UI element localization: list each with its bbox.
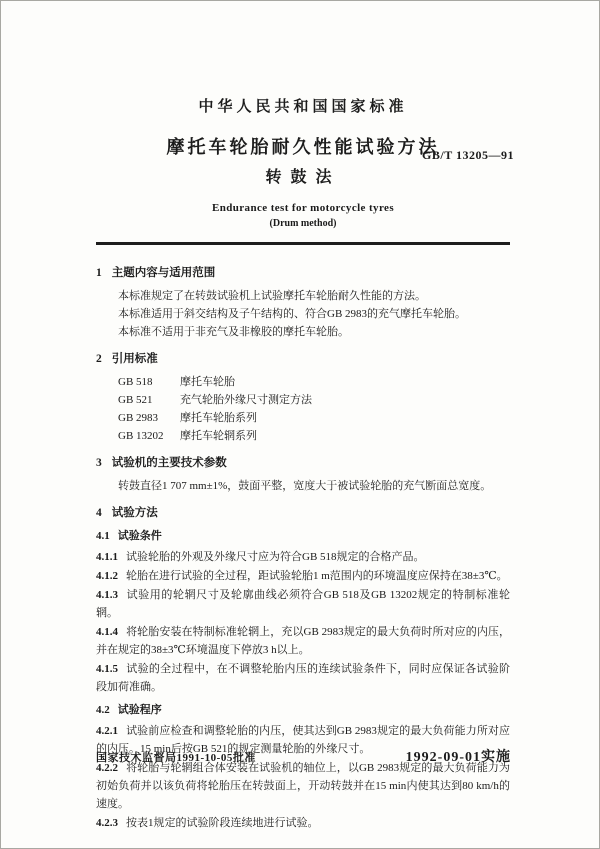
reference-code: GB 2983 (118, 412, 159, 424)
clause-number: 4.2.2 (96, 762, 118, 774)
clause (96, 586, 510, 622)
reference-item (118, 391, 510, 409)
reference-name: 充气轮胎外缘尺寸测定方法 (180, 394, 312, 406)
standard-label: 中华人民共和国国家标准 (198, 99, 408, 115)
section-heading (96, 264, 510, 282)
clause-text: 按表1规定的试验阶段连续地进行试验。 (126, 817, 319, 829)
section-title: 主题内容与适用范围 (111, 267, 216, 279)
clause-text: 试验前应检查和调整轮胎的内压，使其达到GB 2983规定的最大负荷能力所对应的内压。15 min后按GB 521的规定测量轮胎的外缘尺寸。 (96, 725, 510, 755)
clause-text: 试验轮胎的外观及外缘尺寸应为符合GB 518规定的合格产品。 (126, 551, 425, 563)
page-content (96, 1, 514, 840)
subsection-title: 试验程序 (117, 704, 162, 716)
clause (96, 814, 510, 832)
section-test-method (96, 504, 510, 832)
section-title: 试验机的主要技术参数 (111, 457, 227, 469)
clause (96, 623, 510, 659)
paragraph: 本标准不适用于非充气及非橡胶的摩托车轮胎。 (118, 326, 349, 338)
subsection-heading (96, 527, 510, 545)
english-subtitle: (Drum method) (269, 218, 337, 229)
section-number: 3 (96, 457, 102, 469)
page-footer (96, 746, 511, 766)
clause-number: 4.2.1 (96, 725, 118, 737)
clause-number: 4.1.5 (96, 663, 118, 675)
clause-number: 4.1.4 (96, 626, 118, 638)
clause-text: 将轮胎与轮辋组合体安装在试验机的轴位上，以GB 2983规定的最大负荷能力为初始负荷并以该负荷将轮胎压在转鼓面上，开动转鼓并在15 min内使其达到80 km/h的速度。 (96, 762, 510, 810)
reference-item (118, 373, 510, 391)
reference-name: 摩托车轮胎系列 (180, 412, 257, 424)
clause-number: 4.1.2 (96, 570, 118, 582)
clause (96, 660, 510, 696)
clause (96, 567, 510, 585)
clause (96, 759, 510, 813)
document-title: 摩托车轮胎耐久性能试验方法 (166, 137, 440, 157)
document-subtitle: 转鼓法 (265, 169, 341, 186)
english-title: Endurance test for motorcycle tyres (211, 202, 394, 214)
reference-name: 摩托车轮胎 (180, 376, 235, 388)
section-number: 4 (96, 507, 102, 519)
title-block (96, 133, 514, 187)
header-rule (96, 242, 510, 245)
reference-item (118, 409, 510, 427)
section-scope (96, 264, 510, 341)
section-title: 引用标准 (111, 353, 158, 365)
section-number: 1 (96, 267, 102, 279)
reference-item (118, 427, 510, 445)
paragraph: 本标准适用于斜交结构及子午结构的、符合GB 2983的充气摩托车轮胎。 (118, 308, 467, 320)
reference-code: GB 13202 (118, 430, 164, 442)
section-heading (96, 350, 510, 368)
paragraph: 本标准规定了在转鼓试验机上试验摩托车轮胎耐久性能的方法。 (118, 290, 426, 302)
approval-note: 国家技术监督局1991-10-05批准 (96, 752, 256, 764)
subsection-title: 试验条件 (117, 530, 162, 542)
subsection-heading (96, 701, 510, 719)
section-number: 2 (96, 353, 102, 365)
subsection-number: 4.1 (96, 530, 110, 542)
clause-number: 4.1.3 (96, 589, 118, 601)
section-parameters (96, 454, 510, 495)
clause-number: 4.2.3 (96, 817, 118, 829)
subsection-number: 4.2 (96, 704, 110, 716)
reference-code: GB 521 (118, 394, 153, 406)
section-references (96, 350, 510, 445)
reference-name: 摩托车轮辋系列 (180, 430, 257, 442)
paragraph: 转鼓直径1 707 mm±1%，鼓面平整，宽度大于被试验轮胎的充气断面总宽度。 (118, 480, 492, 492)
section-heading (96, 454, 510, 472)
implementation-date: 1992-09-01实施 (405, 750, 511, 765)
standard-number: GB/T 13205—91 (422, 148, 514, 162)
clause-text: 将轮胎安装在特制标准轮辋上，充以GB 2983规定的最大负荷时所对应的内压，并在规定的38±3℃环境温度下停放3 h以上。 (96, 626, 510, 656)
clause-text: 试验用的轮辋尺寸及轮廓曲线必须符合GB 518及GB 13202规定的特制标准轮辋。 (96, 589, 510, 619)
clause-text: 试验的全过程中，在不调整轮胎内压的连续试验条件下，同时应保证各试验阶段加荷准确。 (96, 663, 510, 693)
clause-text: 轮胎在进行试验的全过程，距试验轮胎1 m范围内的环境温度应保持在38±3℃。 (126, 570, 508, 582)
reference-code: GB 518 (118, 376, 153, 388)
section-title: 试验方法 (111, 507, 158, 519)
section-heading (96, 504, 510, 522)
clause-number: 4.1.1 (96, 551, 118, 563)
clause (96, 548, 510, 566)
